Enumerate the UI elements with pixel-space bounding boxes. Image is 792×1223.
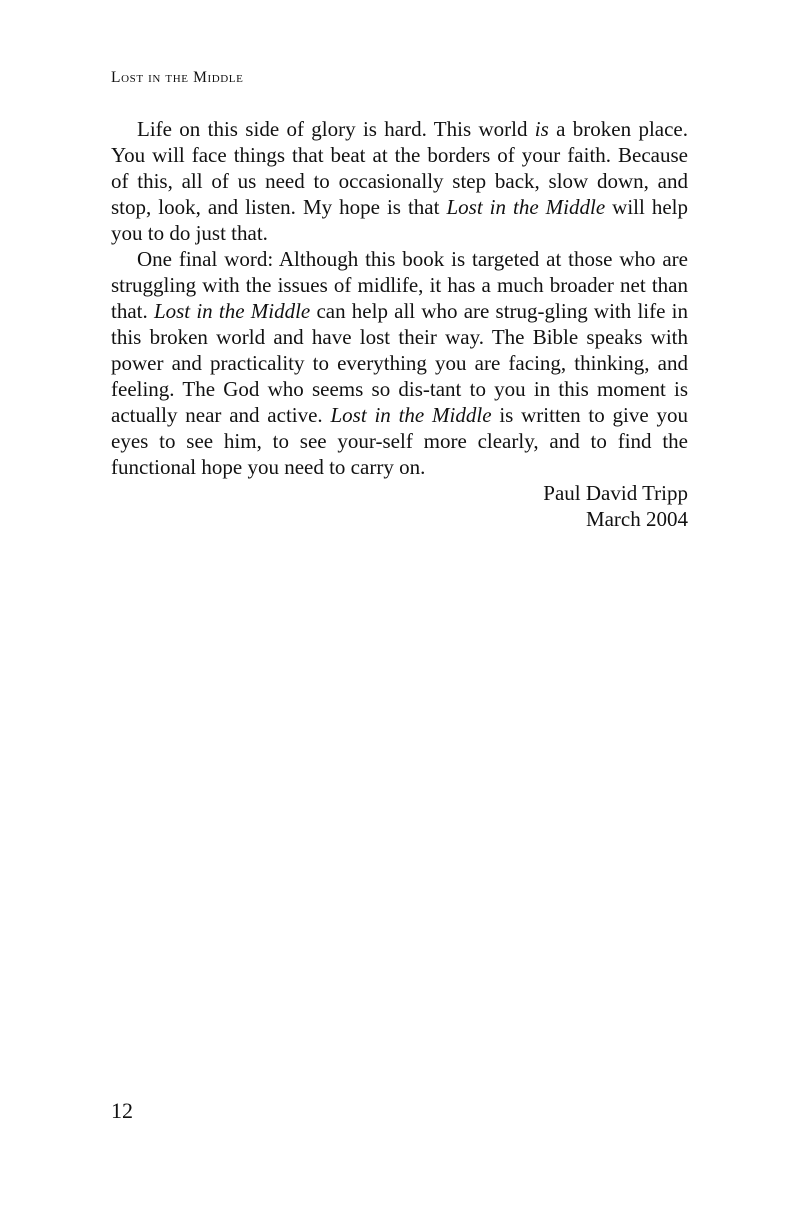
paragraph-1-text-a: Life on this side of glory is hard. This world	[137, 117, 535, 141]
signature-date: March 2004	[585, 507, 688, 531]
paragraph-2-text-c: is written to give you eyes to see him, to see your-self more clearly, and to find the functional hope you need to carry on.	[111, 403, 688, 479]
paragraph-2	[111, 246, 688, 480]
paragraph-1-emphasis: is	[534, 117, 549, 141]
paragraph-2-text-a: One final word: Although this book is targeted at those who are struggling with the issues of midlife, it has a much broader net than that.	[111, 247, 688, 323]
paragraph-2-text-b: can help all who are strug-gling with life in this broken world and have lost their way. The Bible speaks with power and practicality to everything you are facing, thinking, and feeling. The God who seems so dis-tant to you in this moment is actually near and active.	[111, 299, 688, 427]
paragraph-1-text-b: a broken place. You will face things that beat at the borders of your faith. Because of this, all of us need to occasionally step back, slow down, and stop, look, and listen. My hope is that	[111, 117, 688, 219]
paragraph-2-book-title-1: Lost in the Middle	[153, 299, 311, 323]
page-number: 12	[111, 1098, 133, 1123]
paragraph-2-book-title-2: Lost in the Middle	[330, 403, 492, 427]
running-head: Lost in the Middle	[111, 69, 244, 86]
page-body	[111, 116, 688, 532]
paragraph-1-text-c: will help you to do just that.	[111, 195, 688, 245]
signature-author: Paul David Tripp	[543, 481, 688, 505]
paragraph-1	[111, 116, 688, 246]
paragraph-1-book-title: Lost in the Middle	[446, 195, 606, 219]
